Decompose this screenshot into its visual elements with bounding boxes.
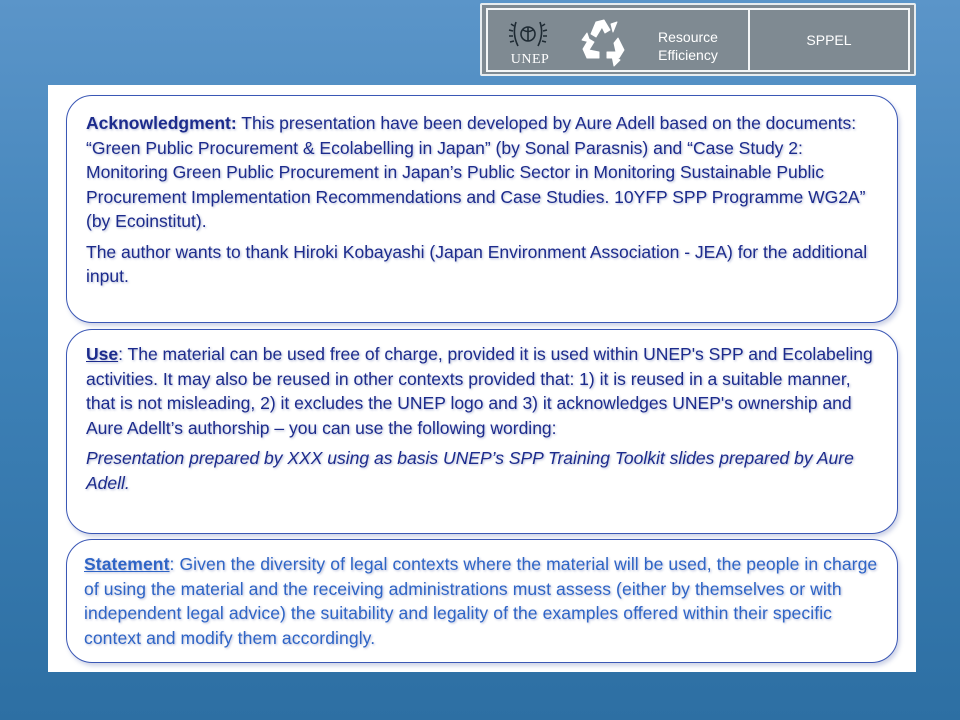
content-panel	[48, 85, 916, 672]
header-logo-bar	[480, 3, 916, 76]
logo-cell	[488, 10, 750, 70]
header-inner-frame	[486, 8, 910, 72]
recycle-icon	[576, 16, 632, 68]
acknowledgment-text: This presentation have been developed by Aure Adell based on the documents: “Green Public Procurement & Ecolabelling in Japan” (by Sonal Parasnis) and “Case Study 2: Monitoring Green Public Procurement in Japan’s Public Sector in Monitoring Sustainable Public Procurement Implementation Recommendations and Case Studies. 10YFP SPP Programme WG2A” (by Ecoinstitut).	[86, 113, 866, 231]
suggested-wording: Presentation prepared by XXX using as basis UNEP’s SPP Training Toolkit slides prepared by Aure Adell.	[86, 448, 854, 493]
statement-label: Statement	[84, 554, 170, 574]
use-label: Use	[86, 344, 119, 364]
use-paragraph	[86, 342, 879, 440]
use-box	[66, 329, 898, 534]
acknowledgment-paragraph	[86, 111, 879, 234]
thanks-paragraph: The author wants to thank Hiroki Kobayashi (Japan Environment Association - JEA) for the additional input.	[86, 241, 868, 286]
statement-paragraph	[84, 552, 879, 650]
program-label: Resource Efficiency	[658, 29, 718, 63]
statement-box	[66, 539, 898, 663]
acknowledgment-label: Acknowledgment:	[86, 113, 237, 133]
unep-wordmark: UNEP	[510, 52, 550, 67]
statement-text: : Given the diversity of legal contexts where the material will be used, the people in charge of using the material and the receiving administrations must assess (either by themselves or with independent legal advice) the suitability and legality of the examples offered within their specific context and modify them accordingly.	[84, 554, 878, 648]
project-label: SPPEL	[806, 32, 852, 48]
acknowledgment-box	[66, 95, 898, 323]
use-text: : The material can be used free of charge, provided it is used within UNEP's SPP and Ecolabeling activities. It may also be reused in other contexts provided that: 1) it is reused in a suitable manner, that is not misleading, 2) it excludes the UNEP logo and 3) it acknowledges UNEP's ownership and Aure Adellt’s authorship – you can use the following wording:	[86, 344, 873, 438]
